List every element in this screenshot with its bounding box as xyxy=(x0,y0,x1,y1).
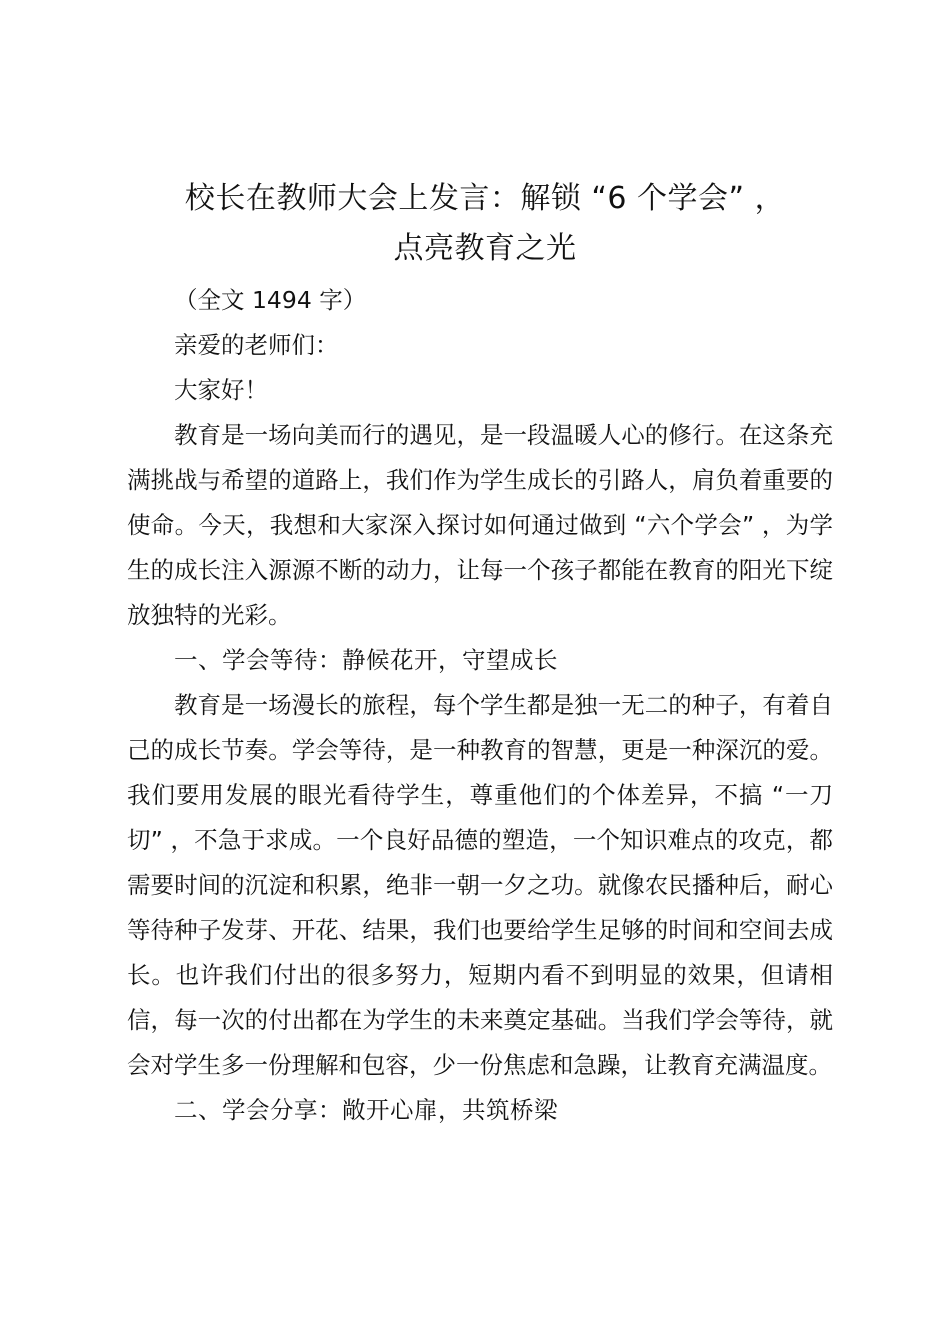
word-count-note: （全文 1494 字） xyxy=(174,286,367,314)
greeting: 大家好！ xyxy=(174,376,268,404)
section-heading-1: 一、学会等待：静候花开，守望成长 xyxy=(174,646,558,674)
title-line-1: 校长在教师大会上发言：解锁 “6 个学会” ， xyxy=(184,181,786,216)
document-body xyxy=(127,278,833,1133)
document-title xyxy=(120,174,850,274)
title-line-2: 点亮教育之光 xyxy=(393,231,577,266)
section-1-paragraph: 教育是一场漫长的旅程，每个学生都是独一无二的种子，有着自己的成长节奏。学会等待，是一种教育的智慧，更是一种深沉的爱。我们要用发展的眼光看待学生，尊重他们的个体差异，不搞 “一刀切” ，不急于求成。一个良好品德的塑造，一个知识难点的攻克，都需要时间的沉淀和积累，绝非一朝一夕之功。就像农民播种后，耐心等待种子发芽、开花、结果，我们也要给学生足够的时间和空间去成长。也许我们付出的很多努力，短期内看不到明显的效果，但请相信，每一次的付出都在为学生的未来奠定基础。当我们学会等待，就会对学生多一份理解和包容，少一份焦虑和急躁，让教育充满温度。 xyxy=(127,691,833,1079)
intro-paragraph: 教育是一场向美而行的遇见，是一段温暖人心的修行。在这条充满挑战与希望的道路上，我们作为学生成长的引路人，肩负着重要的使命。今天，我想和大家深入探讨如何通过做到 “六个学会” ，为学生的成长注入源源不断的动力，让每一个孩子都能在教育的阳光下绽放独特的光彩。 xyxy=(127,421,833,629)
section-heading-2: 二、学会分享：敞开心扉，共筑桥梁 xyxy=(174,1096,558,1124)
salutation: 亲爱的老师们： xyxy=(174,331,339,359)
